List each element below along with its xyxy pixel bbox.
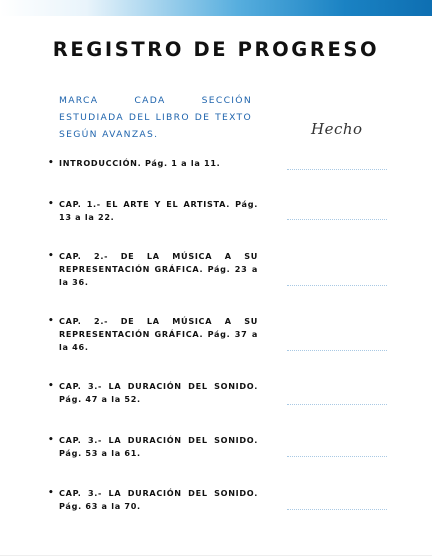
header-gradient-bar: [0, 0, 432, 16]
checkoff-line[interactable]: [287, 350, 387, 351]
checkoff-line[interactable]: [287, 169, 387, 170]
bullet-icon: •: [48, 381, 55, 391]
checkoff-line[interactable]: [287, 509, 387, 510]
bullet-icon: •: [48, 199, 55, 209]
checkoff-line[interactable]: [287, 404, 387, 405]
list-item-label: CAP. 1.- EL ARTE Y EL ARTISTA. Pág. 13 a la 22.: [59, 199, 258, 222]
list-item-label: INTRODUCCIÓN. Pág. 1 a la 11.: [59, 158, 221, 168]
page-title: REGISTRO DE PROGRESO: [52, 38, 380, 61]
list-item: [48, 250, 258, 289]
list-item: [48, 198, 258, 224]
checkoff-line[interactable]: [287, 219, 387, 220]
done-column-header: Hecho: [311, 120, 363, 138]
list-item-label: CAP. 3.- LA DURACIÓN DEL SONIDO. Pág. 63 a la 70.: [59, 488, 258, 511]
list-item: [48, 487, 258, 513]
list-item-label: CAP. 2.- DE LA MÚSICA A SU REPRESENTACIÓN GRÁFICA. Pág. 37 a la 46.: [59, 316, 258, 352]
list-item-label: CAP. 3.- LA DURACIÓN DEL SONIDO. Pág. 47 a la 52.: [59, 381, 258, 404]
bullet-icon: •: [48, 158, 55, 168]
bullet-icon: •: [48, 488, 55, 498]
bullet-icon: •: [48, 435, 55, 445]
bullet-icon: •: [48, 316, 55, 326]
list-item-label: CAP. 2.- DE LA MÚSICA A SU REPRESENTACIÓN GRÁFICA. Pág. 23 a la 36.: [59, 251, 258, 287]
list-item: [48, 157, 258, 170]
instructions-text: MARCA CADA SECCIÓN ESTUDIADA DEL LIBRO DE TEXTO SEGÚN AVANZAS.: [59, 95, 252, 140]
checkoff-line[interactable]: [287, 456, 387, 457]
list-item: [48, 315, 258, 354]
checkoff-line[interactable]: [287, 285, 387, 286]
list-item-label: CAP. 3.- LA DURACIÓN DEL SONIDO. Pág. 53 a la 61.: [59, 435, 258, 458]
list-item: [48, 380, 258, 406]
list-item: [48, 434, 258, 460]
bullet-icon: •: [48, 251, 55, 261]
